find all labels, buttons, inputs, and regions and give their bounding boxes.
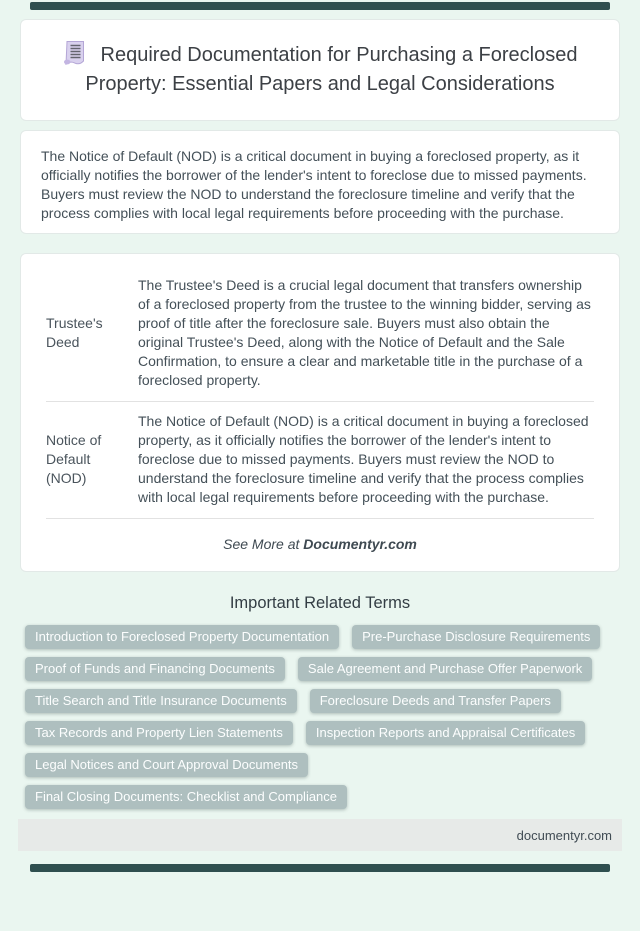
bottom-accent-bar — [30, 864, 610, 872]
page-title-text: Required Documentation for Purchasing a Foreclosed Property: Essential Papers and Legal Considerations — [85, 44, 578, 95]
intro-card — [20, 130, 620, 234]
related-terms-list — [25, 625, 615, 809]
footer-site-text: documentyr.com — [516, 827, 612, 843]
page-title — [49, 41, 591, 99]
glossary-row — [46, 266, 594, 402]
top-accent-bar — [30, 2, 610, 10]
related-term-button[interactable]: Final Closing Documents: Checklist and Compliance — [25, 785, 347, 809]
related-term-button[interactable]: Proof of Funds and Financing Documents — [25, 657, 285, 681]
intro-paragraph: The Notice of Default (NOD) is a critical document in buying a foreclosed property, as it officially notifies the borrower of the lender's intent to foreclose due to missed payments. Buyers must review the NOD to understand the foreclosure timeline and verify that the process complies with local legal requirements before proceeding with the purchase. — [41, 148, 587, 221]
related-term-button[interactable]: Foreclosure Deeds and Transfer Papers — [310, 689, 561, 713]
see-more-line — [46, 536, 594, 552]
related-term-button[interactable]: Tax Records and Property Lien Statements — [25, 721, 293, 745]
footer-strip — [18, 819, 622, 851]
see-more-site-link[interactable]: Documentyr.com — [303, 536, 417, 552]
glossary-term: Trustee's Deed — [46, 315, 103, 350]
related-term-button[interactable]: Title Search and Title Insurance Documents — [25, 689, 297, 713]
glossary-definition: The Notice of Default (NOD) is a critical document in buying a foreclosed property, as it officially notifies the borrower of the lender's intent to foreclose due to missed payments. Buyers must review the NOD to understand the foreclosure timeline and verify that the process complies with local legal requirements before proceeding with the purchase. — [138, 413, 589, 505]
glossary-card — [20, 253, 620, 572]
related-term-button[interactable]: Inspection Reports and Appraisal Certificates — [306, 721, 585, 745]
related-terms-heading: Important Related Terms — [229, 594, 411, 612]
related-term-button[interactable]: Pre-Purchase Disclosure Requirements — [352, 625, 600, 649]
see-more-prefix: See More at — [223, 536, 304, 552]
title-card — [20, 19, 620, 121]
related-term-button[interactable]: Legal Notices and Court Approval Documents — [25, 753, 308, 777]
receipt-icon — [63, 41, 85, 65]
glossary-row — [46, 402, 594, 519]
glossary-definition: The Trustee's Deed is a crucial legal document that transfers ownership of a foreclosed property from the trustee to the winning bidder, serving as proof of title after the foreclosure sale. Buyers must also obtain the original Trustee's Deed, along with the Notice of Default and the Sale Confirmation, to ensure a clear and marketable title in the purchase of a foreclosed property. — [138, 277, 591, 388]
related-term-button[interactable]: Sale Agreement and Purchase Offer Paperwork — [298, 657, 592, 681]
glossary-term: Notice of Default (NOD) — [46, 432, 102, 486]
related-term-button[interactable]: Introduction to Foreclosed Property Documentation — [25, 625, 339, 649]
